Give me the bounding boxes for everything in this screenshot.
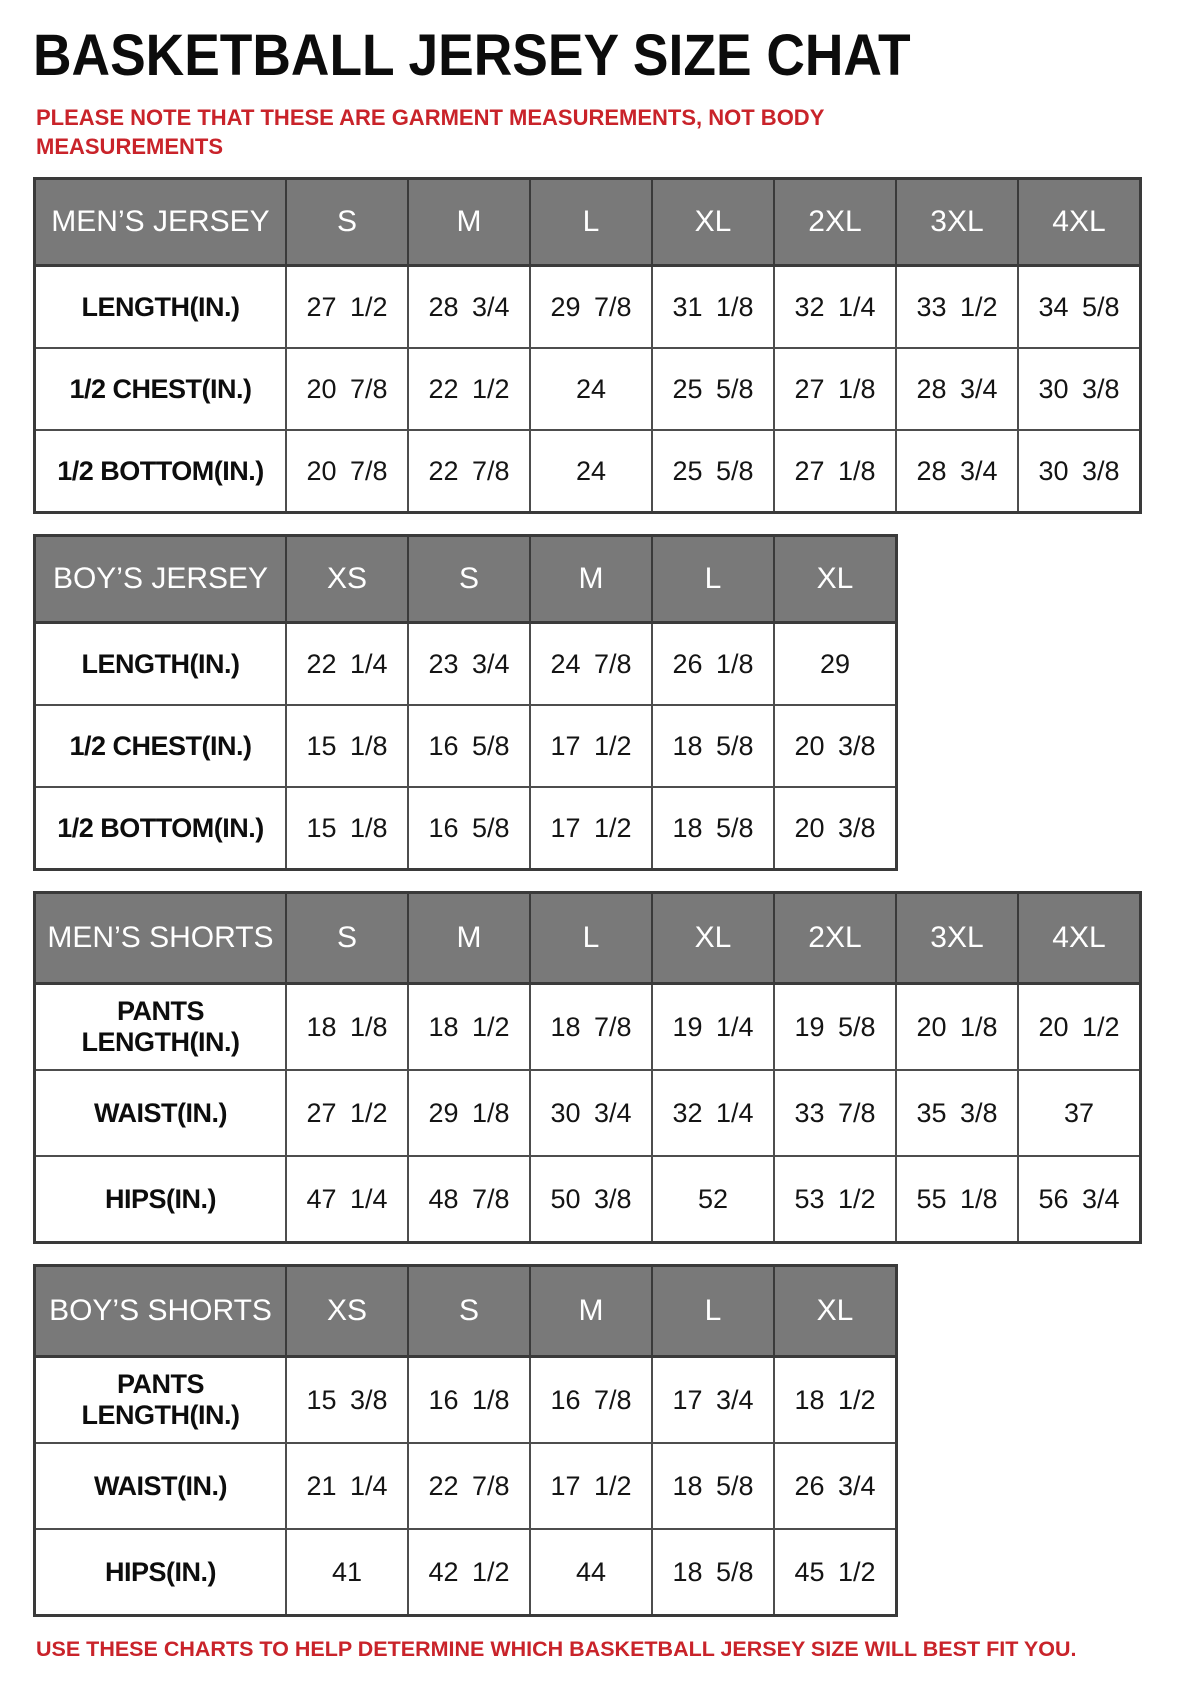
size-header-cell: 4XL [1018,179,1141,266]
value-cell: 28 3/4 [896,348,1018,430]
table-title-cell: BOY’S JERSEY [35,536,287,623]
value-cell: 32 1/4 [652,1070,774,1156]
size-header-cell: XL [652,179,774,266]
value-cell: 17 3/4 [652,1357,774,1444]
value-cell: 18 1/2 [408,984,530,1071]
value-cell: 56 3/4 [1018,1156,1141,1243]
size-header-cell: XS [286,1266,408,1357]
size-header-cell: 2XL [774,893,896,984]
value-cell: 45 1/2 [774,1529,897,1616]
value-cell: 18 5/8 [652,787,774,870]
row-label-cell: LENGTH(IN.) [35,623,287,706]
value-cell: 22 7/8 [408,430,530,513]
value-cell: 16 7/8 [530,1357,652,1444]
table-row [35,1070,1141,1156]
value-cell: 20 1/2 [1018,984,1141,1071]
value-cell: 33 1/2 [896,266,1018,349]
boys-jersey-table [33,534,898,871]
table-row [35,1529,897,1616]
size-header-cell: L [652,1266,774,1357]
table-row [35,787,897,870]
value-cell: 15 1/8 [286,705,408,787]
size-header-cell: L [530,179,652,266]
value-cell: 33 7/8 [774,1070,896,1156]
value-cell: 42 1/2 [408,1529,530,1616]
value-cell: 30 3/4 [530,1070,652,1156]
value-cell: 22 1/2 [408,348,530,430]
mens-shorts-table [33,891,1142,1244]
value-cell: 16 5/8 [408,787,530,870]
row-label-cell: WAIST(IN.) [35,1070,287,1156]
size-header-cell: XL [774,536,897,623]
value-cell: 35 3/8 [896,1070,1018,1156]
value-cell: 29 [774,623,897,706]
table-row [35,1357,897,1444]
table-row [35,430,1141,513]
header-row [35,893,1141,984]
value-cell: 25 5/8 [652,348,774,430]
row-label-cell: WAIST(IN.) [35,1443,287,1529]
size-header-cell: M [530,536,652,623]
garment-measurement-note: PLEASE NOTE THAT THESE ARE GARMENT MEASUREMENTS, NOT BODY MEASUREMENTS [36,105,824,160]
value-cell: 27 1/2 [286,266,408,349]
header-row [35,179,1141,266]
boys-shorts-table [33,1264,898,1617]
row-label-cell: LENGTH(IN.) [35,266,287,349]
value-cell: 27 1/8 [774,348,896,430]
value-cell: 29 1/8 [408,1070,530,1156]
value-cell: 18 5/8 [652,1443,774,1529]
value-cell: 20 3/8 [774,787,897,870]
size-header-cell: M [408,893,530,984]
table-row [35,623,897,706]
value-cell: 16 1/8 [408,1357,530,1444]
value-cell: 29 7/8 [530,266,652,349]
value-cell: 28 3/4 [408,266,530,349]
value-cell: 15 1/8 [286,787,408,870]
value-cell: 18 7/8 [530,984,652,1071]
table-row [35,1156,1141,1243]
value-cell: 16 5/8 [408,705,530,787]
value-cell: 53 1/2 [774,1156,896,1243]
header-row [35,536,897,623]
size-header-cell: 3XL [896,179,1018,266]
row-label-cell: PANTS LENGTH(IN.) [35,984,287,1071]
value-cell: 28 3/4 [896,430,1018,513]
table-row [35,266,1141,349]
size-header-cell: S [408,536,530,623]
value-cell: 30 3/8 [1018,430,1141,513]
value-cell: 17 1/2 [530,1443,652,1529]
row-label-cell: 1/2 BOTTOM(IN.) [35,430,287,513]
size-header-cell: 2XL [774,179,896,266]
value-cell: 55 1/8 [896,1156,1018,1243]
value-cell: 31 1/8 [652,266,774,349]
header-row [35,1266,897,1357]
size-header-cell: M [408,179,530,266]
value-cell: 34 5/8 [1018,266,1141,349]
value-cell: 24 [530,348,652,430]
value-cell: 22 7/8 [408,1443,530,1529]
value-cell: 24 7/8 [530,623,652,706]
value-cell: 17 1/2 [530,705,652,787]
value-cell: 18 1/8 [286,984,408,1071]
value-cell: 19 1/4 [652,984,774,1071]
value-cell: 44 [530,1529,652,1616]
value-cell: 30 3/8 [1018,348,1141,430]
size-header-cell: 4XL [1018,893,1141,984]
row-label-cell: 1/2 CHEST(IN.) [35,705,287,787]
value-cell: 15 3/8 [286,1357,408,1444]
value-cell: 27 1/2 [286,1070,408,1156]
value-cell: 20 7/8 [286,430,408,513]
value-cell: 18 1/2 [774,1357,897,1444]
row-label-cell: HIPS(IN.) [35,1156,287,1243]
value-cell: 48 7/8 [408,1156,530,1243]
page-title: BASKETBALL JERSEY SIZE CHAT [33,23,911,88]
size-header-cell: 3XL [896,893,1018,984]
size-header-cell: S [286,893,408,984]
value-cell: 47 1/4 [286,1156,408,1243]
row-label-cell: 1/2 CHEST(IN.) [35,348,287,430]
value-cell: 32 1/4 [774,266,896,349]
value-cell: 26 3/4 [774,1443,897,1529]
value-cell: 20 7/8 [286,348,408,430]
value-cell: 21 1/4 [286,1443,408,1529]
value-cell: 22 1/4 [286,623,408,706]
value-cell: 27 1/8 [774,430,896,513]
value-cell: 17 1/2 [530,787,652,870]
value-cell: 18 5/8 [652,1529,774,1616]
value-cell: 23 3/4 [408,623,530,706]
table-row [35,705,897,787]
size-header-cell: L [530,893,652,984]
row-label-cell: PANTS LENGTH(IN.) [35,1357,287,1444]
value-cell: 19 5/8 [774,984,896,1071]
value-cell: 20 3/8 [774,705,897,787]
value-cell: 41 [286,1529,408,1616]
value-cell: 52 [652,1156,774,1243]
value-cell: 18 5/8 [652,705,774,787]
table-row [35,1443,897,1529]
size-header-cell: XS [286,536,408,623]
row-label-cell: 1/2 BOTTOM(IN.) [35,787,287,870]
size-header-cell: S [408,1266,530,1357]
value-cell: 24 [530,430,652,513]
table-row [35,984,1141,1071]
size-header-cell: S [286,179,408,266]
size-header-cell: L [652,536,774,623]
value-cell: 25 5/8 [652,430,774,513]
size-header-cell: M [530,1266,652,1357]
table-title-cell: BOY’S SHORTS [35,1266,287,1357]
row-label-cell: HIPS(IN.) [35,1529,287,1616]
table-row [35,348,1141,430]
mens-jersey-table [33,177,1142,514]
value-cell: 26 1/8 [652,623,774,706]
table-title-cell: MEN’S SHORTS [35,893,287,984]
table-title-cell: MEN’S JERSEY [35,179,287,266]
value-cell: 20 1/8 [896,984,1018,1071]
value-cell: 37 [1018,1070,1141,1156]
footer-note: USE THESE CHARTS TO HELP DETERMINE WHICH BASKETBALL JERSEY SIZE WILL BEST FIT YOU. [36,1637,1077,1662]
value-cell: 50 3/8 [530,1156,652,1243]
size-header-cell: XL [652,893,774,984]
size-header-cell: XL [774,1266,897,1357]
